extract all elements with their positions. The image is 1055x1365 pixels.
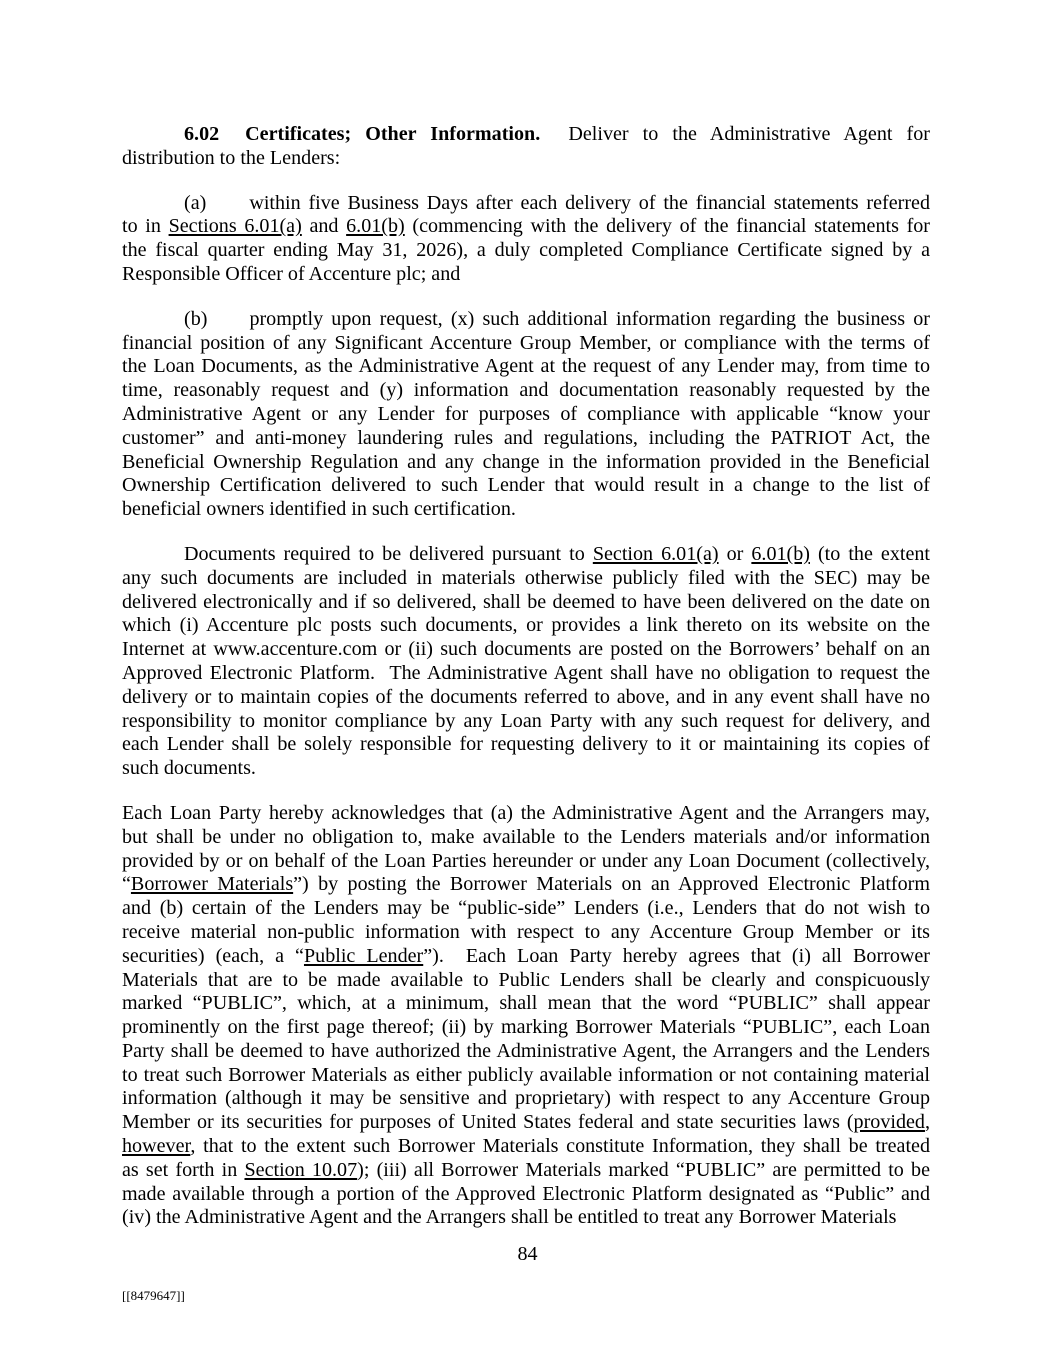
text-line <box>122 263 930 287</box>
text-run: such documents. <box>122 757 256 780</box>
text-run: Member or its securities for purposes of United States federal and state securities laws ( <box>122 1111 854 1134</box>
document-body <box>122 123 930 1230</box>
text-run: prominently on the first page thereof; (ii) by marking Borrower Materials “PUBLIC”, each Loan <box>122 1016 930 1039</box>
text-line <box>122 873 930 897</box>
text-line <box>122 215 930 239</box>
text-line <box>122 1159 930 1183</box>
text-run: ”) by posting the Borrower Materials on an Approved Electronic Platform <box>293 873 930 896</box>
text-run: , that to the extent such Borrower Materials constitute Information, they shall be treated <box>190 1135 930 1158</box>
text-run: Beneficial Ownership Regulation and any change in the information provided in the Beneficial <box>122 450 930 473</box>
text-run: promptly upon request, (x) such additional information regarding the business or <box>249 307 930 330</box>
text-run: Each Loan Party hereby acknowledges that (a) the Administrative Agent and the Arrangers may, <box>122 801 930 824</box>
text-line <box>122 992 930 1016</box>
text-line <box>122 1087 930 1111</box>
text-run: within five Business Days after each delivery of the financial statements referred <box>249 191 930 214</box>
text-line <box>122 239 930 263</box>
text-line <box>122 591 930 615</box>
text-run: ”). Each Loan Party hereby agrees that (i) all Borrower <box>423 944 931 967</box>
text-run: (b) <box>184 307 208 330</box>
text-run: Certificates; Other Information. <box>245 123 541 145</box>
text-line <box>122 147 930 171</box>
text-run: Borrower Materials <box>130 873 294 896</box>
text-line <box>122 897 930 921</box>
page-number: 84 <box>517 1243 538 1265</box>
text-run: to in <box>122 215 169 238</box>
text-line <box>122 686 930 710</box>
text-line <box>122 969 930 993</box>
text-line <box>122 710 930 734</box>
section-heading-6-02 <box>122 123 930 171</box>
text-run: delivered electronically and if so delivered, shall be deemed to have been delivered on the date on <box>122 590 930 613</box>
text-line <box>122 921 930 945</box>
text-run: “ <box>122 873 131 896</box>
text-run: and (b) certain of the Lenders may be “public-side” Lenders (i.e., Lenders that do not wish to <box>122 897 930 920</box>
text-line <box>122 1040 930 1064</box>
text-run: , <box>924 1111 930 1134</box>
text-run: customer” and anti-money laundering rules and regulations, including the PATRIOT Act, the <box>122 426 930 449</box>
text-run: Sections 6.01(a) <box>168 215 302 238</box>
text-run: or <box>718 542 752 565</box>
text-line <box>122 1183 930 1207</box>
text-run: however <box>122 1135 191 1158</box>
text-line <box>122 757 930 781</box>
text-run: receive material non-public information with respect to any Accenture Group Member or its <box>122 920 930 943</box>
text-line <box>122 192 930 216</box>
document-id-footer: [[8479647]] <box>122 1288 185 1303</box>
text-line <box>122 474 930 498</box>
text-line <box>122 1206 930 1230</box>
text-run: (iv) the Administrative Agent and the Arrangers shall be entitled to treat any Borrower Materials <box>122 1206 897 1229</box>
text-run: Ownership Certification delivered to such Lender that would result in a change to the list of <box>122 474 930 497</box>
text-line <box>122 498 930 522</box>
text-run: delivery or to maintain copies of the documents referred to above, and in any event shall have no <box>122 685 930 708</box>
text-line <box>122 614 930 638</box>
text-line <box>122 308 930 332</box>
text-run: marked “PUBLIC”, which, at a minimum, shall mean that the word “PUBLIC” shall appear <box>122 992 930 1015</box>
clause-a <box>122 192 930 287</box>
text-run: financial position of any Significant Accenture Group Member, or compliance with the terms of <box>122 331 930 354</box>
text-run: Public Lender <box>303 944 424 967</box>
text-run: made available through a portion of the Approved Electronic Platform designated as “Public” and <box>122 1182 930 1205</box>
text-run: ); (iii) all Borrower Materials marked “PUBLIC” are permitted to be <box>357 1158 931 1181</box>
electronic-delivery-paragraph <box>122 543 930 781</box>
text-run: which (i) Accenture plc posts such documents, or provides a link thereto on its website on the <box>122 614 930 637</box>
text-run: 6.01(b) <box>751 542 810 565</box>
clause-b <box>122 308 930 522</box>
text-run: responsibility to monitor compliance by any Loan Party with any such request for delivery, and <box>122 709 930 732</box>
text-run: provided by or on behalf of the Loan Parties hereunder or under any Loan Document (collectively, <box>122 849 930 872</box>
text-run: Deliver to the Administrative Agent for <box>540 123 930 145</box>
text-run: Materials that are to be made available to Public Lenders shall be clearly and conspicuously <box>122 968 930 991</box>
text-line <box>122 662 930 686</box>
text-run: (to the extent <box>809 542 931 565</box>
text-run: (commencing with the delivery of the financial statements for <box>404 215 931 238</box>
text-run: 6.01(b) <box>346 215 405 238</box>
text-run: but shall be under no obligation to, make available to the Lenders materials and/or information <box>122 825 930 848</box>
text-run: as set forth in <box>122 1158 245 1181</box>
text-line <box>122 1135 930 1159</box>
text-line <box>122 826 930 850</box>
text-line <box>122 802 930 826</box>
text-line <box>122 638 930 662</box>
text-line <box>122 379 930 403</box>
text-run: distribution to the Lenders: <box>122 146 341 169</box>
text-run: Internet at www.accenture.com or (ii) such documents are posted on the Borrowers’ behalf on an <box>122 638 930 661</box>
text-run: information (although it may be sensitive and proprietary) with respect to any Accenture Group <box>122 1087 930 1110</box>
text-line <box>122 355 930 379</box>
text-run: securities) (each, a “ <box>122 944 304 967</box>
text-line <box>122 123 930 147</box>
text-line <box>122 567 930 591</box>
text-run: and <box>301 215 347 238</box>
text-run: Administrative Agent or any Lender for purposes of compliance with applicable “know your <box>122 402 930 425</box>
text-run: Approved Electronic Platform. The Administrative Agent shall have no obligation to request the <box>122 661 930 684</box>
text-run: Party shall be deemed to have authorized the Administrative Agent, the Arrangers and the Lenders <box>122 1039 930 1062</box>
text-run: the Loan Documents, as the Administrative Agent at the request of any Lender may, from time to <box>122 355 930 378</box>
text-line <box>122 1016 930 1040</box>
text-run: any such documents are included in materials otherwise publicly filed with the SEC) may be <box>122 566 930 589</box>
text-line <box>122 332 930 356</box>
text-run: beneficial owners identified in such certification. <box>122 498 516 521</box>
text-run: provided <box>853 1111 925 1134</box>
text-line <box>122 427 930 451</box>
text-line <box>122 850 930 874</box>
text-run: time, reasonably request and (y) information and documentation reasonably requested by the <box>122 379 930 402</box>
text-line <box>122 403 930 427</box>
text-line <box>122 945 930 969</box>
text-run: each Lender shall be solely responsible for requesting delivery to it or maintaining its copies of <box>122 733 930 756</box>
text-line <box>122 543 930 567</box>
text-run: Documents required to be delivered pursuant to <box>184 542 593 565</box>
text-run: Responsible Officer of Accenture plc; and <box>122 262 461 285</box>
text-run: the fiscal quarter ending May 31, 2026), a duly completed Compliance Certificate signed by a <box>122 239 930 262</box>
text-line <box>122 1111 930 1135</box>
text-line <box>122 1064 930 1088</box>
borrower-materials-paragraph <box>122 802 930 1230</box>
text-run: Section 10.07 <box>244 1158 358 1181</box>
text-run: to treat such Borrower Materials as either publicly available information or not containing material <box>122 1063 930 1086</box>
text-line <box>122 451 930 475</box>
text-run: (a) <box>184 191 207 214</box>
text-run: Section 6.01(a) <box>592 542 719 565</box>
text-run: 6.02 <box>184 123 220 145</box>
text-line <box>122 733 930 757</box>
